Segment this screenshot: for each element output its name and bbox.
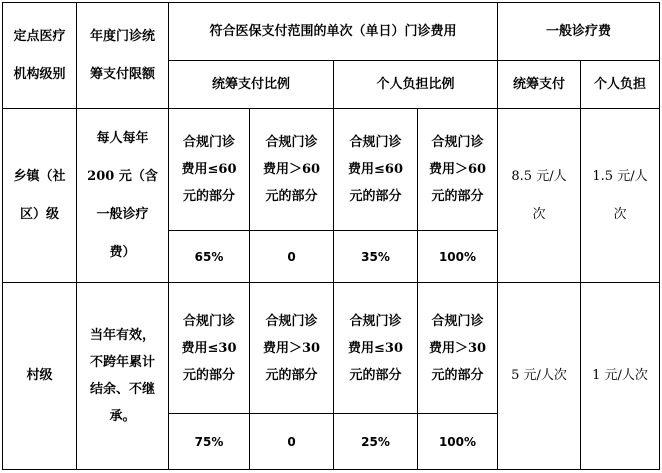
criteria-cell: 合规门诊 费用≤30 元的部分 [334,283,418,414]
table-row-township-criteria [3,109,660,231]
ratio-cell: 100% [418,414,498,470]
general-pooled-township: 8.5 元/人 次 [498,109,581,283]
header-single-visit-fee: 符合医保支付范围的单次（单日）门诊费用 [169,3,498,61]
header-pooled-ratio: 统筹支付比例 [169,61,334,109]
criteria-cell: 合规门诊 费用＞30 元的部分 [250,283,334,414]
general-personal-village: 1 元/人次 [581,283,660,470]
row-level-village: 村级 [3,283,77,470]
criteria-cell: 合规门诊 费用≤60 元的部分 [334,109,418,231]
header-general-pooled: 统筹支付 [498,61,581,109]
criteria-cell: 合规门诊 费用＞60 元的部分 [250,109,334,231]
row-level-township: 乡镇（社 区）级 [3,109,77,283]
ratio-cell: 65% [169,231,250,283]
header-annual-limit: 年度门诊统 筹支付限额 [77,3,169,109]
criteria-cell: 合规门诊 费用≤60 元的部分 [169,109,250,231]
row-limit-village: 当年有效， 不跨年累计 结余、不继 承。 [77,283,169,470]
header-personal-ratio: 个人负担比例 [334,61,498,109]
header-institution-level: 定点医疗 机构级别 [3,3,77,109]
row-limit-township: 每人每年 200 元（含 一般诊疗 费） [77,109,169,283]
header-general-fee: 一般诊疗费 [498,3,660,61]
general-pooled-village: 5 元/人次 [498,283,581,470]
criteria-cell: 合规门诊 费用＞30 元的部分 [418,283,498,414]
criteria-cell: 合规门诊 费用≤30 元的部分 [169,283,250,414]
ratio-cell: 0 [250,414,334,470]
insurance-policy-table [2,2,660,470]
ratio-cell: 100% [418,231,498,283]
header-row-1 [3,3,660,61]
header-general-personal: 个人负担 [581,61,660,109]
ratio-cell: 75% [169,414,250,470]
ratio-cell: 35% [334,231,418,283]
table-row-village-criteria [3,283,660,414]
ratio-cell: 25% [334,414,418,470]
ratio-cell: 0 [250,231,334,283]
criteria-cell: 合规门诊 费用＞60 元的部分 [418,109,498,231]
general-personal-township: 1.5 元/人 次 [581,109,660,283]
